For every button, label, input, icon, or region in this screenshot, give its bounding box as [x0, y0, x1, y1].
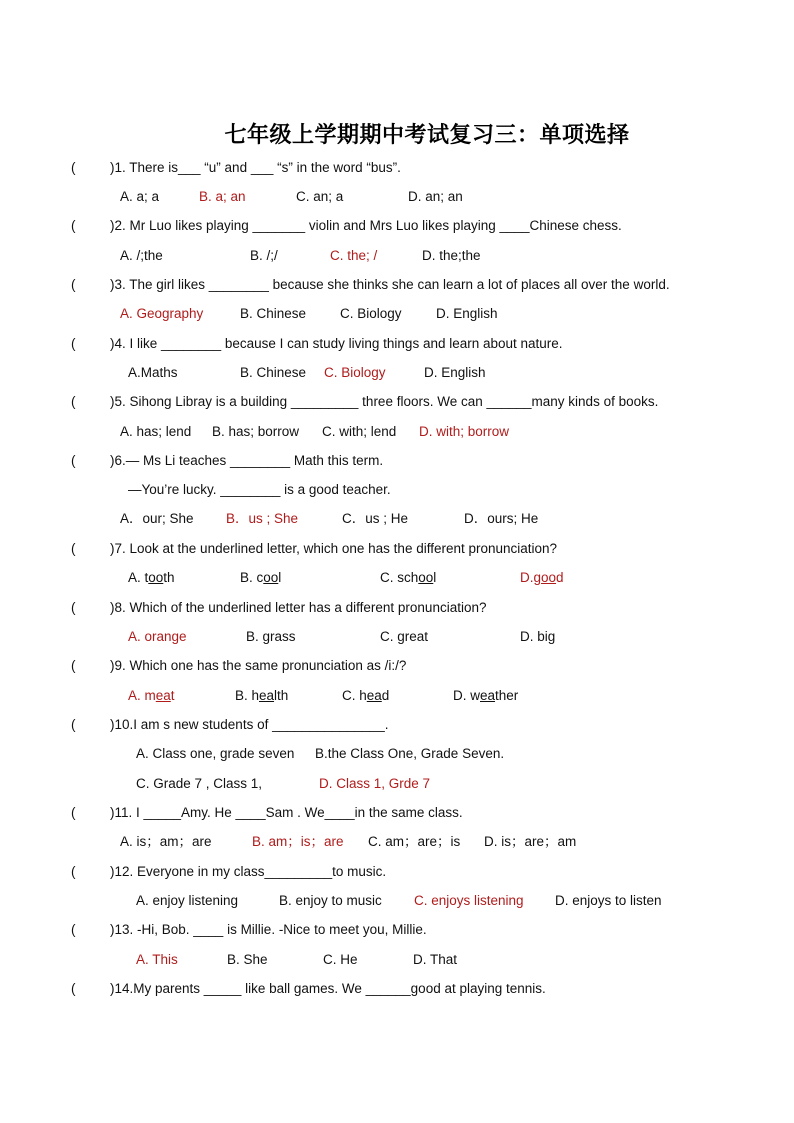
question-line: [0, 215, 794, 237]
option-suffix: d: [556, 570, 564, 585]
option-c: C. enjoys listening: [414, 893, 524, 908]
question-line: [0, 479, 794, 501]
question-line: [0, 919, 794, 941]
option-prefix: A. m: [128, 688, 156, 703]
question-line: [0, 714, 794, 736]
question-line: [0, 450, 794, 472]
option-b: [240, 567, 281, 589]
question-text: )9. Which one has the same pronunciation as /i:/?: [110, 658, 407, 673]
option-b: B. am；is；are: [252, 834, 344, 849]
answer-paren: (: [71, 218, 76, 233]
question-line: [0, 274, 794, 296]
option-d: D. English: [436, 306, 498, 321]
option-a: A. enjoy listening: [136, 893, 239, 908]
option-a: A.Maths: [128, 365, 178, 380]
option-prefix: B. h: [235, 688, 260, 703]
option-c: C．us ; He: [342, 511, 409, 526]
question-line: [0, 303, 794, 325]
option-prefix: D.g: [520, 570, 542, 585]
option-prefix: A. t: [128, 570, 149, 585]
option-d: D. an; an: [408, 189, 463, 204]
option-d: D. the;the: [422, 248, 481, 263]
option-b: B. She: [227, 952, 268, 967]
question-line: [0, 567, 794, 589]
question-line: [0, 538, 794, 560]
option-a: A. has; lend: [120, 424, 192, 439]
question-line: [0, 626, 794, 648]
option-prefix: C. sch: [380, 570, 419, 585]
option-c: C. great: [380, 629, 429, 644]
option-b: B.the Class One, Grade Seven.: [315, 746, 505, 761]
option-a: A. This: [136, 952, 178, 967]
option-b: B. a; an: [199, 189, 246, 204]
option-b: [235, 685, 288, 707]
option-c: C. with; lend: [322, 424, 397, 439]
option-prefix: C. h: [342, 688, 367, 703]
question-text: )3. The girl likes ________ because she thinks she can learn a lot of places all over the world.: [110, 277, 670, 292]
option-suffix: ther: [495, 688, 519, 703]
question-line: [0, 802, 794, 824]
underlined-letters: oo: [541, 570, 557, 585]
option-a: A. is；am；are: [120, 834, 212, 849]
option-a: [128, 685, 175, 707]
option-b: B. Chinese: [240, 365, 307, 380]
option-d: D. is；are；am: [484, 834, 577, 849]
option-prefix: B. c: [240, 570, 264, 585]
question-text: )5. Sihong Libray is a building _________ three floors. We can ______many kinds of books.: [110, 394, 659, 409]
option-c: C. an; a: [296, 189, 344, 204]
question-line: [0, 890, 794, 912]
question-line: [0, 391, 794, 413]
option-a: A. a; a: [120, 189, 160, 204]
question-text: )14.My parents _____ like ball games. We ______good at playing tennis.: [110, 981, 546, 996]
question-line: [0, 508, 794, 530]
answer-paren: (: [71, 336, 76, 351]
option-c: [380, 567, 436, 589]
question-line: [0, 186, 794, 208]
option-d: D. Class 1, Grde 7: [319, 776, 431, 791]
option-d: D. That: [413, 952, 458, 967]
option-suffix: l: [278, 570, 282, 585]
question-text: )10.I am s new students of _______________.: [110, 717, 389, 732]
question-text: )6.— Ms Li teaches ________ Math this term.: [110, 453, 384, 468]
answer-paren: (: [71, 864, 76, 879]
option-c: C. Grade 7 , Class 1,: [136, 776, 263, 791]
answer-paren: (: [71, 541, 76, 556]
underlined-letters: ea: [480, 688, 496, 703]
option-b: B. Chinese: [240, 306, 307, 321]
underlined-letters: ea: [259, 688, 275, 703]
option-a: A．our; She: [120, 511, 194, 526]
option-suffix: lth: [274, 688, 289, 703]
option-a: A. orange: [128, 629, 187, 644]
option-b: B. enjoy to music: [279, 893, 382, 908]
question-text: )1. There is___ “u” and ___ “s” in the word “bus”.: [110, 160, 401, 175]
option-prefix: D. w: [453, 688, 480, 703]
question-line: [0, 597, 794, 619]
underlined-letters: oo: [263, 570, 279, 585]
option-b: B. has; borrow: [212, 424, 300, 439]
option-a: A. /;the: [120, 248, 163, 263]
option-d: [453, 685, 518, 707]
option-c: C. am；are；is: [368, 834, 461, 849]
answer-paren: (: [71, 805, 76, 820]
option-c: [342, 685, 389, 707]
option-b: B. grass: [246, 629, 296, 644]
option-suffix: t: [170, 688, 175, 703]
underlined-letters: ea: [155, 688, 171, 703]
question-line: [0, 157, 794, 179]
question-line: [0, 978, 794, 1000]
question-text: )2. Mr Luo likes playing _______ violin and Mrs Luo likes playing ____Chinese chess.: [110, 218, 622, 233]
page-title: 七年级上学期期中考试复习三：单项选择: [224, 123, 630, 148]
question-line: [0, 362, 794, 384]
answer-paren: (: [71, 717, 76, 732]
answer-paren: (: [71, 453, 76, 468]
option-d: D．ours; He: [464, 511, 539, 526]
question-text: )11. I _____Amy. He ____Sam . We____in the same class.: [110, 805, 463, 820]
answer-paren: (: [71, 160, 76, 175]
answer-paren: (: [71, 922, 76, 937]
question-continuation: —You’re lucky. ________ is a good teacher.: [128, 482, 391, 497]
question-line: [0, 421, 794, 443]
question-line: [0, 655, 794, 677]
option-d: D. English: [424, 365, 486, 380]
option-d: D. with; borrow: [419, 424, 510, 439]
question-line: [0, 245, 794, 267]
option-a: A. Class one, grade seven: [136, 746, 295, 761]
question-text: )4. I like ________ because I can study living things and learn about nature.: [110, 336, 563, 351]
answer-paren: (: [71, 658, 76, 673]
option-suffix: l: [433, 570, 437, 585]
answer-paren: (: [71, 394, 76, 409]
question-line: [0, 949, 794, 971]
question-text: )12. Everyone in my class_________to music.: [110, 864, 387, 879]
question-text: )7. Look at the underlined letter, which one has the different pronunciation?: [110, 541, 558, 556]
option-c: C. Biology: [340, 306, 402, 321]
question-line: [0, 861, 794, 883]
underlined-letters: oo: [418, 570, 434, 585]
option-a: [128, 567, 175, 589]
option-c: C. the; /: [330, 248, 378, 263]
option-suffix: th: [163, 570, 175, 585]
option-d: D. big: [520, 629, 556, 644]
answer-paren: (: [71, 981, 76, 996]
option-suffix: d: [381, 688, 390, 703]
option-a: A. Geography: [120, 306, 204, 321]
question-text: )13. -Hi, Bob. ____ is Millie. -Nice to meet you, Millie.: [110, 922, 427, 937]
option-b: B. /;/: [250, 248, 278, 263]
question-line: [0, 333, 794, 355]
question-line: [0, 831, 794, 853]
option-d: [520, 567, 564, 589]
option-d: D. enjoys to listen: [555, 893, 662, 908]
underlined-letters: ea: [366, 688, 382, 703]
answer-paren: (: [71, 600, 76, 615]
question-text: )8. Which of the underlined letter has a different pronunciation?: [110, 600, 487, 615]
question-line: [0, 685, 794, 707]
option-b: B．us ; She: [226, 511, 299, 526]
answer-paren: (: [71, 277, 76, 292]
underlined-letters: oo: [148, 570, 164, 585]
option-c: C. Biology: [324, 365, 386, 380]
option-c: C. He: [323, 952, 358, 967]
question-line: [0, 773, 794, 795]
question-line: [0, 743, 794, 765]
